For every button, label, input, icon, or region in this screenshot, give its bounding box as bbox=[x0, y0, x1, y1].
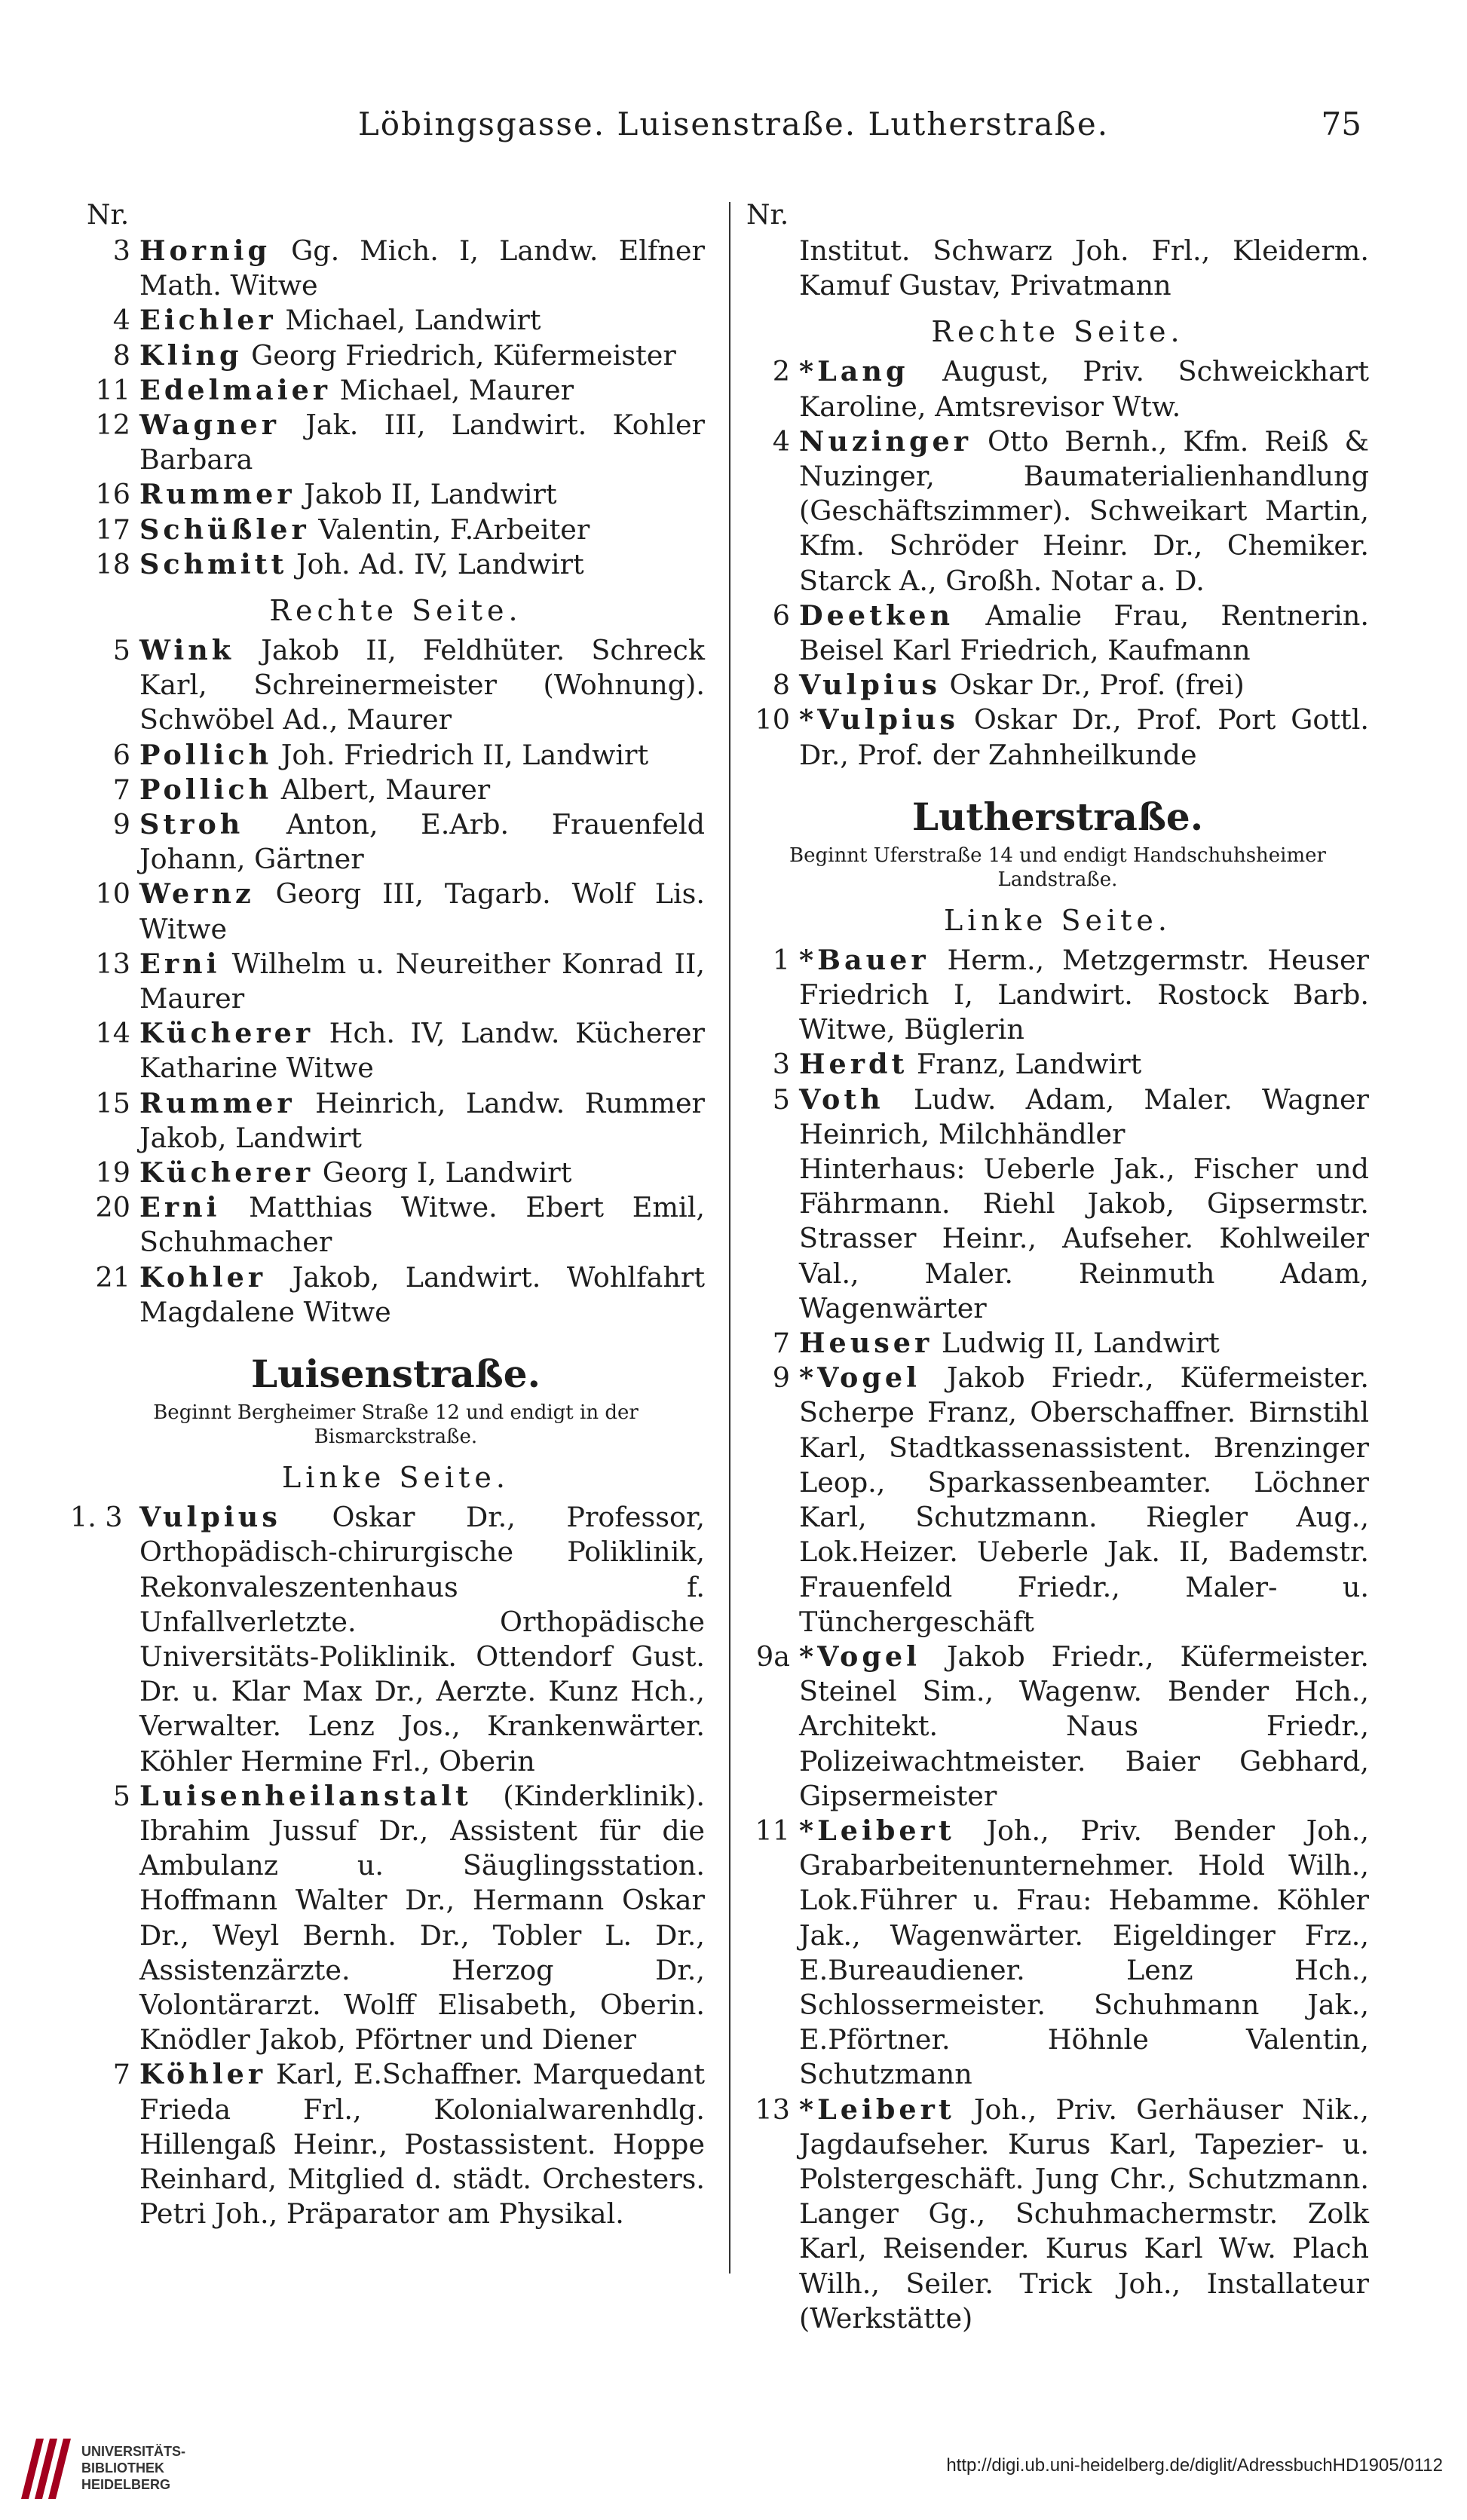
nr-label: Nr. bbox=[87, 200, 130, 231]
house-number: 1 bbox=[772, 943, 790, 976]
entry-text: Gg. Mich. I, Landw. Elfner Math. Witwe bbox=[139, 234, 705, 302]
luisenstrasse-right-list bbox=[746, 354, 1369, 772]
resident-name: Kling bbox=[139, 338, 243, 372]
entry-text: Wilhelm u. Neureither Konrad II, Maurer bbox=[139, 947, 705, 1015]
linke-seite-heading: Linke Seite. bbox=[282, 1461, 510, 1495]
entry-text: Jakob II, Feldhüter. Schreck Karl, Schreinermeister (Wohnung). Schwöbel Ad., Maurer bbox=[139, 634, 705, 736]
list-item bbox=[746, 668, 1369, 703]
entry-text: Karl, E.Schaffner. Marquedant Frieda Frl., Kolonialwarenhdlg. Hillengaß Heinr., Postassistent. Hoppe Reinhard, Mitglied d. städt. Orchesters. Petri Joh., Präparator am Physikal. bbox=[139, 2058, 705, 2231]
resident-name: *Vulpius bbox=[799, 703, 959, 736]
entry-text: Hinterhaus: Ueberle Jak., Fischer und Fährmann. Riehl Jakob, Gipsermstr. Strasser Heinr., Aufseher. Kohlweiler Val., Maler. Reinmuth Adam, Wagenwärter bbox=[799, 1153, 1369, 1324]
resident-name: Schüßler bbox=[139, 513, 310, 546]
entry-text: Georg III, Tagarb. Wolf Lis. Witwe bbox=[139, 877, 705, 945]
entry-text: Jak. III, Landwirt. Kohler Barbara bbox=[139, 409, 705, 476]
entry-text: Amalie Frau, Rentnerin. Beisel Karl Friedrich, Kaufmann bbox=[799, 599, 1369, 667]
house-number: 11 bbox=[95, 373, 130, 406]
entry-text: Albert, Maurer bbox=[280, 773, 491, 806]
list-item bbox=[87, 373, 705, 408]
resident-name: Kücherer bbox=[139, 1017, 314, 1050]
list-item bbox=[87, 773, 705, 807]
house-number: 18 bbox=[95, 547, 130, 580]
list-item bbox=[87, 1086, 705, 1156]
loebingsgasse-right-list bbox=[87, 633, 705, 1330]
list-item bbox=[87, 877, 705, 946]
resident-name: Voth bbox=[799, 1082, 884, 1116]
house-number: 8 bbox=[112, 338, 130, 372]
list-item bbox=[746, 1152, 1369, 1326]
street-note-lutherstrasse: Beginnt Uferstraße 14 und endigt Handschuhsheimer Landstraße. bbox=[789, 844, 1326, 891]
list-item bbox=[87, 303, 705, 338]
list-item bbox=[746, 1640, 1369, 1814]
list-item bbox=[87, 807, 705, 877]
resident-name: Erni bbox=[139, 947, 221, 980]
resident-name: Kücherer bbox=[139, 1156, 314, 1190]
list-item bbox=[746, 1047, 1369, 1082]
nr-label: Nr. bbox=[746, 200, 789, 231]
resident-name: Schmitt bbox=[139, 547, 288, 580]
luisenstrasse-left-list bbox=[70, 1500, 705, 2231]
list-item bbox=[746, 1814, 1369, 2093]
resident-name: Nuzinger bbox=[799, 424, 972, 458]
resident-name: Stroh bbox=[139, 808, 244, 841]
resident-name: *Vogel bbox=[799, 1361, 921, 1395]
resident-name: Erni bbox=[139, 1191, 221, 1224]
entry-text: Georg I, Landwirt bbox=[322, 1156, 572, 1190]
entry-text: Valentin, F.Arbeiter bbox=[318, 513, 590, 546]
resident-name: *Vogel bbox=[799, 1640, 921, 1673]
house-number: 2 bbox=[772, 355, 790, 388]
entry-text: Herm., Metzgermstr. Heuser Friedrich I, Landwirt. Rostock Barb. Witwe, Büglerin bbox=[799, 943, 1369, 1046]
resident-name: *Leibert bbox=[799, 1814, 955, 1847]
house-number: 9 bbox=[112, 808, 130, 841]
house-number: 9 bbox=[772, 1361, 790, 1395]
list-item bbox=[87, 1260, 705, 1330]
list-item bbox=[746, 1361, 1369, 1640]
resident-name: Wink bbox=[139, 634, 235, 667]
entry-text: Otto Bernh., Kfm. Reiß & Nuzinger, Baumaterialienhandlung (Geschäftszimmer). Schweikart Martin, Kfm. Schröder Heinr. Dr., Chemiker. Starck A., Großh. Notar a. D. bbox=[799, 424, 1369, 597]
house-number: 1. 3 bbox=[70, 1501, 123, 1534]
lutherstrasse-left-list bbox=[746, 943, 1369, 2336]
house-number: 6 bbox=[772, 599, 790, 632]
page-number: 75 bbox=[1321, 106, 1361, 142]
resident-name: Vulpius bbox=[799, 669, 941, 702]
entry-text: Joh., Priv. Bender Joh., Grabarbeitenunternehmer. Hold Wilh., Lok.Führer u. Frau: Hebamme. Köhler Jak., Wagenwärter. Eigeldinger Frz., E.Bureaudiener. Lenz Hch., Schlossermeister. Schuhmann Jak., E.Pförtner. Höhnle Valentin, Schutzmann bbox=[799, 1814, 1369, 2091]
entry-text: Franz, Landwirt bbox=[916, 1048, 1142, 1081]
house-number: 10 bbox=[755, 703, 790, 736]
list-item bbox=[746, 943, 1369, 1048]
list-item bbox=[87, 2057, 705, 2231]
house-number: 15 bbox=[95, 1086, 130, 1119]
house-number: 21 bbox=[95, 1260, 130, 1294]
right-column bbox=[746, 197, 1369, 2336]
house-number: 10 bbox=[95, 877, 130, 911]
house-number: 19 bbox=[95, 1156, 130, 1190]
entry-text: (Kinderklinik). Ibrahim Jussuf Dr., Assistent für die Ambulanz u. Säuglingsstation. Hoffmann Walter Dr., Hermann Oskar Dr., Weyl Bernh. Dr., Tobler L. Dr., Assistenzärzte. Herzog Dr., Volontärarzt. Wolff Elisabeth, Oberin. Knödler Jakob, Pförtner und Diener bbox=[139, 1779, 705, 2056]
resident-name: Luisenheilanstalt bbox=[139, 1779, 472, 1812]
entry-text: Anton, E.Arb. Frauenfeld Johann, Gärtner bbox=[139, 808, 705, 876]
house-number: 13 bbox=[95, 947, 130, 980]
house-number: 5 bbox=[112, 1779, 130, 1812]
street-heading-luisenstrasse: Luisenstraße. bbox=[250, 1352, 541, 1397]
entry-text: Institut. Schwarz Joh. Frl., Kleiderm. Kamuf Gustav, Privatmann bbox=[799, 234, 1369, 302]
house-number: 16 bbox=[95, 478, 130, 511]
house-number: 5 bbox=[112, 634, 130, 667]
resident-name: Wagner bbox=[139, 409, 280, 442]
house-number: 9a bbox=[756, 1640, 790, 1673]
resident-name: Heuser bbox=[799, 1327, 933, 1360]
house-number: 20 bbox=[95, 1191, 130, 1224]
resident-name: Rummer bbox=[139, 1086, 296, 1119]
list-item bbox=[746, 599, 1369, 668]
house-number: 11 bbox=[755, 1814, 790, 1847]
list-item bbox=[87, 947, 705, 1016]
list-item bbox=[87, 1190, 705, 1260]
resident-name: Wernz bbox=[139, 877, 255, 911]
street-heading-lutherstrasse: Lutherstraße. bbox=[911, 794, 1204, 839]
street-note-luisenstrasse: Beginnt Bergheimer Straße 12 und endigt in der Bismarckstraße. bbox=[153, 1401, 639, 1449]
resident-name: Hornig bbox=[139, 234, 271, 267]
entry-text: Jakob, Landwirt. Wohlfahrt Magdalene Witwe bbox=[139, 1260, 705, 1328]
list-item bbox=[746, 2093, 1369, 2336]
resident-name: Pollich bbox=[139, 738, 273, 771]
continuation-entry bbox=[746, 234, 1369, 303]
resident-name: *Lang bbox=[799, 355, 909, 388]
footer-bar bbox=[0, 2416, 1467, 2520]
left-column bbox=[70, 197, 705, 2231]
list-item bbox=[87, 1779, 705, 2058]
resident-name: Kohler bbox=[139, 1260, 267, 1294]
list-item bbox=[87, 738, 705, 773]
column-divider bbox=[729, 202, 730, 2274]
library-logo-icon bbox=[14, 2431, 74, 2506]
house-number: 7 bbox=[772, 1327, 790, 1360]
entry-text: Joh. Ad. IV, Landwirt bbox=[296, 547, 584, 580]
house-number: 12 bbox=[95, 409, 130, 442]
entry-text: Michael, Landwirt bbox=[285, 304, 541, 337]
list-item bbox=[87, 513, 705, 547]
entry-text: Hch. IV, Landw. Kücherer Katharine Witwe bbox=[139, 1017, 705, 1085]
house-number: 17 bbox=[95, 513, 130, 546]
resident-name: Rummer bbox=[139, 478, 296, 511]
resident-name: *Leibert bbox=[799, 2093, 955, 2126]
running-title: Löbingsgasse. Luisenstraße. Lutherstraße. bbox=[357, 106, 1110, 142]
source-url-link[interactable]: http://digi.ub.uni-heidelberg.de/diglit/AdressbuchHD1905/0112 bbox=[946, 2455, 1443, 2476]
resident-name: Herdt bbox=[799, 1048, 908, 1081]
house-number: 4 bbox=[772, 424, 790, 458]
list-item bbox=[87, 547, 705, 582]
list-item bbox=[87, 1156, 705, 1190]
entry-text: August, Priv. Schweickhart Karoline, Amtsrevisor Wtw. bbox=[799, 355, 1370, 423]
entry-text: Oskar Dr., Prof. Port Gottl. Dr., Prof. der Zahnheilkunde bbox=[799, 703, 1369, 771]
list-item bbox=[87, 408, 705, 477]
house-number: 7 bbox=[112, 773, 130, 806]
house-number: 4 bbox=[112, 304, 130, 337]
resident-name: *Bauer bbox=[799, 943, 930, 976]
entry-text: Jakob Friedr., Küfermeister. Steinel Sim., Wagenw. Bender Hch., Architekt. Naus Friedr., Polizeiwachtmeister. Baier Gebhard, Gipsermeister bbox=[799, 1640, 1369, 1812]
list-item bbox=[746, 1082, 1369, 1152]
page-header bbox=[0, 106, 1467, 158]
entry-text: Ludwig II, Landwirt bbox=[941, 1327, 1220, 1360]
rechte-seite-heading: Rechte Seite. bbox=[931, 315, 1184, 349]
entry-text: Oskar Dr., Prof. (frei) bbox=[949, 669, 1245, 702]
library-logo-text: UNIVERSITÄTS- BIBLIOTHEK HEIDELBERG bbox=[81, 2444, 186, 2492]
list-item bbox=[87, 234, 705, 303]
list-item bbox=[87, 338, 705, 373]
list-item bbox=[746, 1326, 1369, 1361]
entry-text: Jakob II, Landwirt bbox=[304, 478, 557, 511]
list-item bbox=[746, 703, 1369, 772]
list-item bbox=[746, 424, 1369, 599]
entry-text: Oskar Dr., Professor, Orthopädisch-chirurgische Poliklinik, Rekonvaleszentenhaus f. Unfallverletzte. Orthopädische Universitäts-Poliklinik. Ottendorf Gust. Dr. u. Klar Max Dr., Aerzte. Kunz Hch., Verwalter. Lenz Jos., Krankenwärter. Köhler Hermine Frl., Oberin bbox=[139, 1501, 705, 1777]
house-number: 3 bbox=[772, 1048, 790, 1081]
list-item bbox=[70, 1500, 705, 1779]
list-item bbox=[87, 633, 705, 738]
loebingsgasse-left-list bbox=[87, 234, 705, 582]
entry-text: Georg Friedrich, Küfermeister bbox=[251, 338, 676, 372]
entry-text: Joh. Friedrich II, Landwirt bbox=[280, 738, 649, 771]
entry-text: Heinrich, Landw. Rummer Jakob, Landwirt bbox=[139, 1086, 705, 1154]
house-number: 7 bbox=[112, 2058, 130, 2091]
resident-name: Vulpius bbox=[139, 1501, 281, 1534]
house-number: 3 bbox=[112, 234, 130, 267]
resident-name: Köhler bbox=[139, 2058, 267, 2091]
house-number: 14 bbox=[95, 1017, 130, 1050]
house-number: 13 bbox=[755, 2093, 790, 2126]
list-item bbox=[87, 1016, 705, 1085]
resident-name: Edelmaier bbox=[139, 373, 332, 406]
rechte-seite-heading: Rechte Seite. bbox=[269, 594, 522, 628]
entry-text: Joh., Priv. Gerhäuser Nik., Jagdaufseher. Kurus Karl, Tapezier- u. Polstergeschäft. Jung Chr., Schutzmann. Langer Gg., Schuhmachermstr. Zolk Karl, Reisender. Kurus Karl Ww. Plach Wilh., Seiler. Trick Joh., Installateur (Werkstätte) bbox=[799, 2093, 1369, 2335]
entry-text: Ludw. Adam, Maler. Wagner Heinrich, Milchhändler bbox=[799, 1082, 1369, 1150]
resident-name: Pollich bbox=[139, 773, 273, 806]
resident-name: Eichler bbox=[139, 304, 277, 337]
resident-name: Deetken bbox=[799, 599, 954, 632]
entry-text: Matthias Witwe. Ebert Emil, Schuhmacher bbox=[139, 1191, 705, 1259]
entry-text: Michael, Maurer bbox=[339, 373, 574, 406]
list-item bbox=[87, 477, 705, 512]
house-number: 8 bbox=[772, 669, 790, 702]
house-number: 5 bbox=[772, 1082, 790, 1116]
house-number: 6 bbox=[112, 738, 130, 771]
entry-text: Jakob Friedr., Küfermeister. Scherpe Franz, Oberschaffner. Birnstihl Karl, Stadtkassenassistent. Brenzinger Leop., Sparkassenbeamter. Löchner Karl, Schutzmann. Riegler Aug., Lok.Heizer. Ueberle Jak. II, Bademstr. Frauenfeld Friedr., Maler- u. Tünchergeschäft bbox=[799, 1361, 1369, 1638]
linke-seite-heading: Linke Seite. bbox=[944, 903, 1171, 937]
list-item bbox=[746, 354, 1369, 424]
